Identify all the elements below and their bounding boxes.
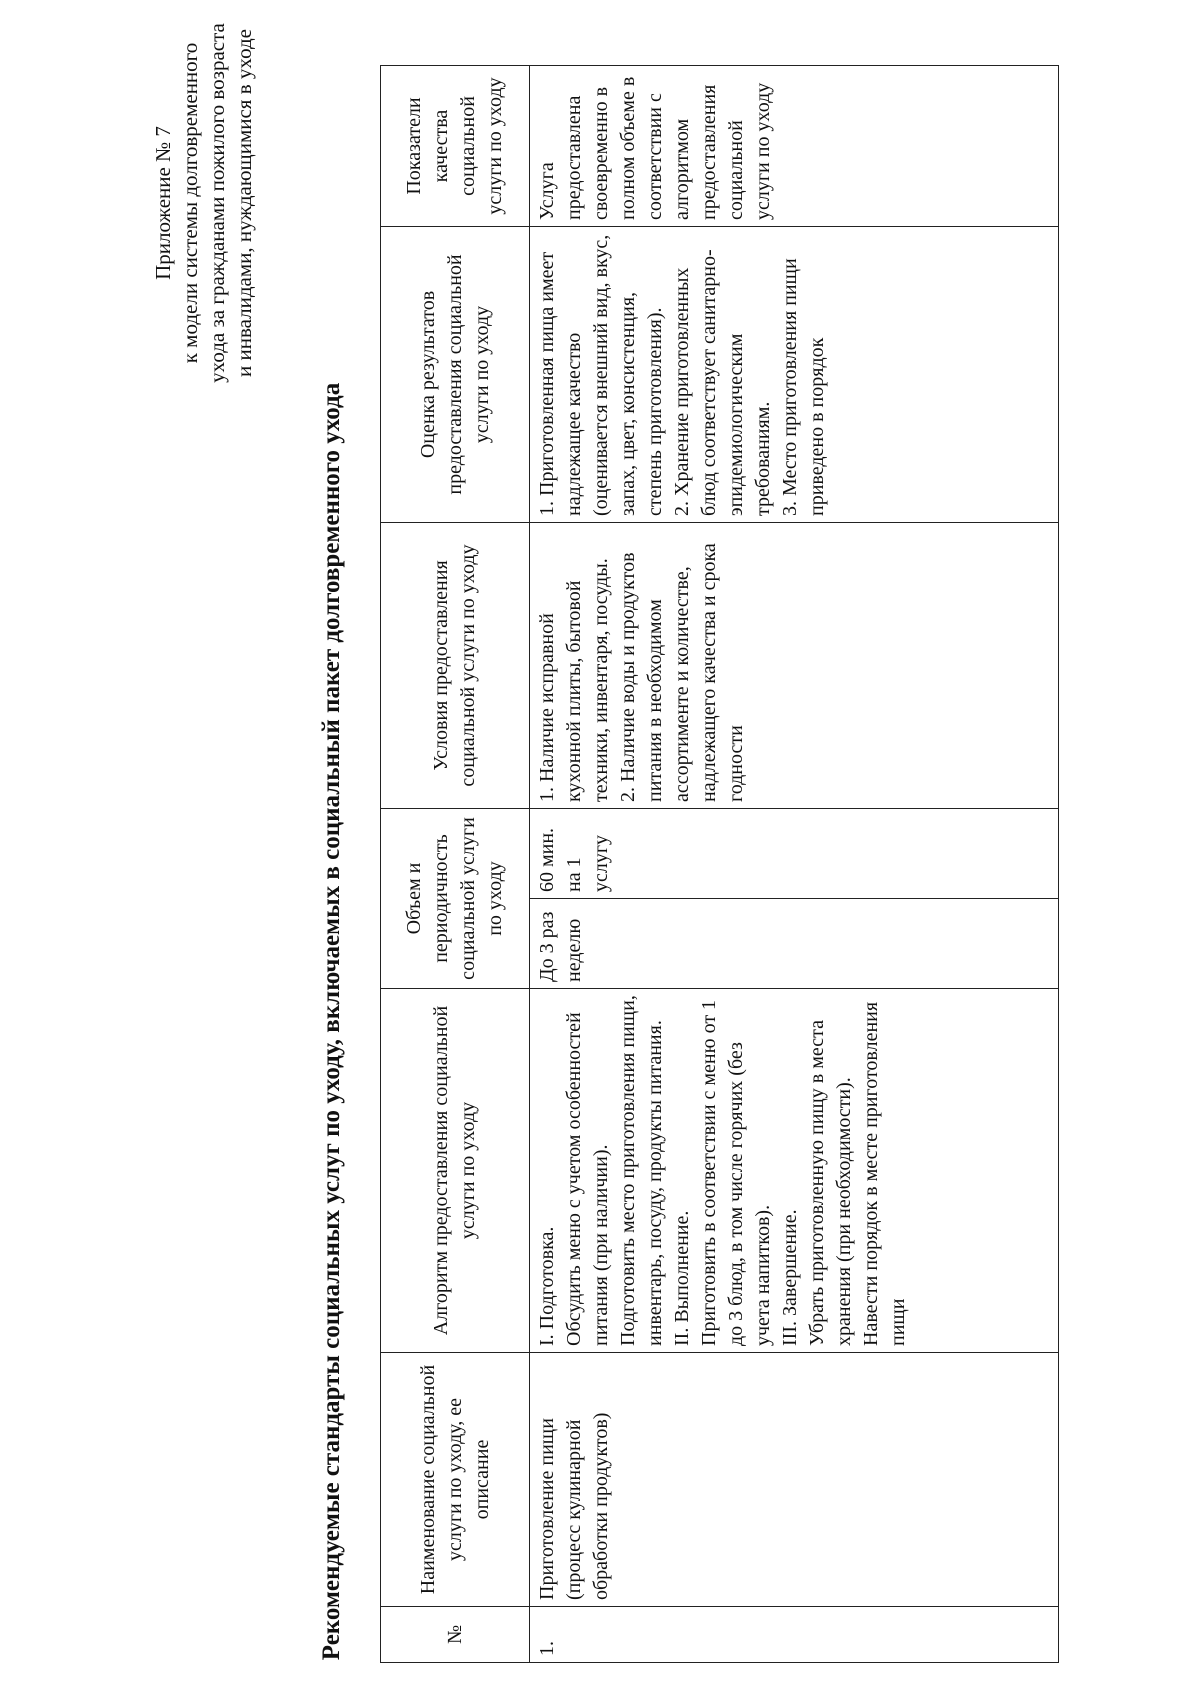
appendix-line: ухода за гражданами пожилого возраста [205,23,229,383]
header-evaluation: Оценка результатов предоставления социальной услуги по уходу [381,227,530,523]
appendix-header [150,23,258,383]
algorithm-step: III. Завершение. [779,1209,801,1346]
table-header-row [381,66,530,1663]
condition-item: 1. Наличие исправной кухонной плиты, бытовой техники, инвентаря, посуды. [536,558,612,802]
algorithm-step: Приготовить в соответствии с меню от 1 до 3 блюд, в том числе горячих (без учета напитков). [698,999,774,1346]
algorithm-step: Навести порядок в месте приготовления пищи [860,1001,909,1346]
cell-duration: 60 мин. на 1 услугу [530,809,1059,899]
header-name: Наименование социальной услуги по уходу, ее описание [381,1353,530,1607]
algorithm-step: Убрать приготовленную пищу в места хранения (при необходимости). [806,1019,855,1346]
algorithm-step: Подготовить место приготовления пищи, инвентарь, посуду, продукты питания. [617,995,666,1346]
header-num: № [381,1607,530,1663]
appendix-line: к модели системы долговременного [178,42,202,364]
table-row [530,66,1059,1663]
header-algorithm: Алгоритм предоставления социальной услуги по уходу [381,989,530,1353]
cell-periodicity: До 3 раз неделю [530,899,1059,989]
evaluation-item: 1. Приготовленная пища имеет надлежащее качество (оценивается внешний вид, вкус, запах, цвет, консистенция, степень приготовления). [536,234,666,516]
cell-name: Приготовление пищи (процесс кулинарной обработки продуктов) [530,1353,1059,1607]
standards-table [380,65,1059,1663]
algorithm-step: I. Подготовка. [536,1226,558,1346]
document-title-text: Рекомендуемые стандарты социальных услуг по уходу, включаемых в социальный пакет долговременного ухода [318,382,345,1661]
header-conditions: Условия предоставления социальной услуги по уходу [381,523,530,809]
cell-evaluation [530,227,1059,523]
algorithm-step: II. Выполнение. [671,1210,693,1346]
cell-conditions [530,523,1059,809]
document-title [318,0,346,1703]
evaluation-item: 3. Место приготовления пищи приведено в порядок [779,258,828,516]
cell-algorithm [530,989,1059,1353]
header-quality: Показатели качества социальной услуги по уходу [381,66,530,227]
header-volume: Объем и периодичность социальной услуги по уходу [381,809,530,989]
cell-quality: Услуга предоставлена своевременно в полном объеме в соответствии с алгоритмом предоставления социальной услуги по уходу [530,66,1059,227]
appendix-number: Приложение № 7 [151,126,175,280]
evaluation-item: 2. Хранение приготовленных блюд соответствует санитарно-эпидемиологическим требованиям. [671,249,774,516]
appendix-line: и инвалидами, нуждающимися в уходе [232,29,256,377]
condition-item: 2. Наличие воды и продуктов питания в необходимом ассортименте и количестве, надлежащего качества и срока годности [617,543,747,802]
cell-num: 1. [530,1607,1059,1663]
algorithm-step: Обсудить меню с учетом особенностей питания (при наличии). [563,1012,612,1346]
